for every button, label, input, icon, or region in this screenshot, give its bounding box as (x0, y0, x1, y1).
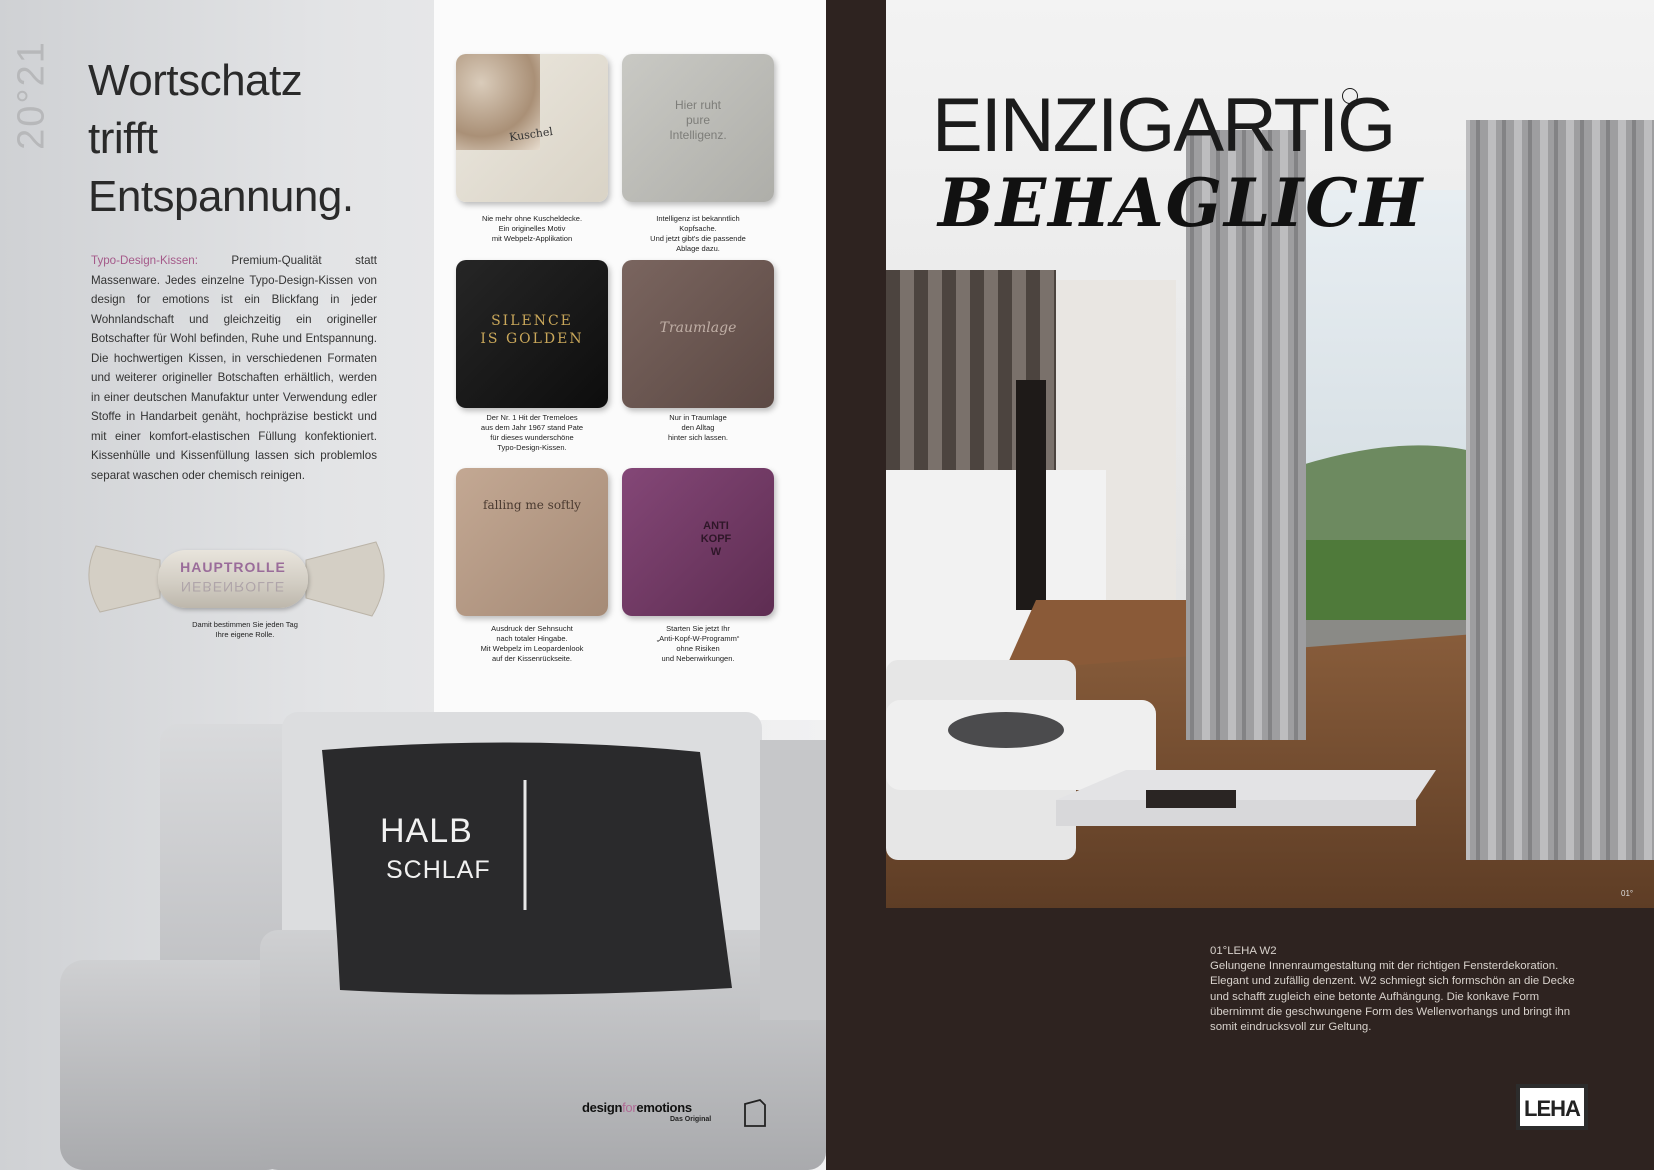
leha-logo: LEHA (1516, 1084, 1588, 1130)
brand-page-icon (742, 1098, 768, 1128)
pillow-traumlage (622, 260, 774, 408)
intro-lead: Typo-Design-Kissen: (91, 254, 198, 267)
year-label: 20°21 (10, 40, 53, 150)
caption-intelligenz: Intelligenz ist bekanntlich Kopfsache. Und jetzt gibt's die passende Ablage dazu. (650, 214, 746, 253)
description-body: Gelungene Innenraumgestaltung mit der richtigen Fensterdekoration. Elegant und zufällig denzent. W2 schmiegt sich formschön an die Decke und schafft zugleich eine betonte Aufhängung. Die konkave Form übernimmt die geschwungene Form des Wellenvorhangs und bringt ihn somit eindrucksvoll zur Geltung. (1210, 960, 1575, 1034)
sofa-pillow-text-schlaf: SCHLAF (386, 856, 491, 884)
roll-body (158, 550, 308, 608)
intro-text (91, 251, 377, 485)
brand-tagline: Das Original (670, 1116, 712, 1123)
title-einzigartig: EINZIGARTIG (932, 83, 1395, 168)
headline-line-2: trifft (88, 114, 158, 163)
roll-pillow (76, 540, 396, 620)
pillow-silence-text: SILENCE IS GOLDEN (480, 313, 584, 347)
photo-number: 01° (1621, 889, 1634, 898)
caption-anti-kopf: Starten Sie jetzt Ihr „Anti-Kopf-W-Programm“ ohne Risiken und Nebenwirkungen. (656, 624, 740, 663)
pillow-kuschel-text: Kuschel (508, 125, 554, 144)
intro-body: Premium-Qualität statt Massenware. Jedes einzelne Typo-Design-Kissen von design for emotions ist ein Blickfang in jeder Wohnlandschaft und gleichzeitig ein origineller Botschafter für Wohl befinden, Ruhe und Entspannung. Die hochwertigen Kissen, in verschiedenen Formaten und weiterer origineller Botschaften erhältlich, werden in einer deutschen Manufaktur unter Verwendung edler Stoffe in Handarbeit genäht, hochpräzise bestickt und mit einer komfort-elastischen Füllung konfektioniert. Kissenhülle und Kissenfüllung lassen sich problemlos separat waschen oder chemisch reinigen. (91, 254, 377, 482)
pillow-falling-text: falling me softly (483, 498, 581, 512)
pillow-anti-kopf-text: ANTI KOPF W (700, 520, 732, 558)
pillow-anti-kopf (622, 468, 774, 616)
pillow-traumlage-text: Traumlage (659, 320, 737, 336)
degree-mark (1342, 88, 1358, 104)
pillow-kuschel (456, 54, 608, 202)
pillow-intelligenz (622, 54, 774, 202)
roll-text-hauptrolle: HAUPTROLLE (180, 559, 286, 575)
caption-kuschel: Nie mehr ohne Kuscheldecke. Ein originelles Motiv mit Webpelz-Applikation (481, 214, 583, 243)
pillow-falling (456, 468, 608, 616)
caption-silence: Der Nr. 1 Hit der Tremeloes aus dem Jahr 1967 stand Pate für dieses wunderschöne Typo-Design-Kissen. (480, 413, 584, 452)
headline-line-1: Wortschatz (88, 56, 303, 105)
design-for-emotions-logo (582, 1098, 772, 1138)
roll-text-nebenrolle: NEBENROLLE (180, 579, 286, 595)
sofa-pillow-text-halb: HALB (380, 812, 473, 850)
brand-name: designforemotions (582, 1100, 692, 1115)
caption-traumlage: Nur in Traumlage den Alltag hinter sich lassen. (667, 413, 729, 442)
description-title: 01°LEHA W2 (1210, 945, 1277, 957)
pillow-intelligenz-text: Hier ruht pure Intelligenz. (669, 98, 727, 142)
product-description (1210, 944, 1580, 1035)
headline-line-3: Entspannung. (88, 172, 354, 221)
caption-roll: Damit bestimmen Sie jeden Tag Ihre eigene Rolle. (192, 620, 298, 639)
halbschlaf-pillow (322, 742, 732, 994)
headline (88, 52, 418, 226)
title-behaglich: BEHAGLICH (938, 164, 1425, 242)
caption-falling: Ausdruck der Sehnsucht nach totaler Hingabe. Mit Webpelz im Leopardenlook auf der Kissenrückseite. (480, 624, 584, 663)
pillow-silence (456, 260, 608, 408)
